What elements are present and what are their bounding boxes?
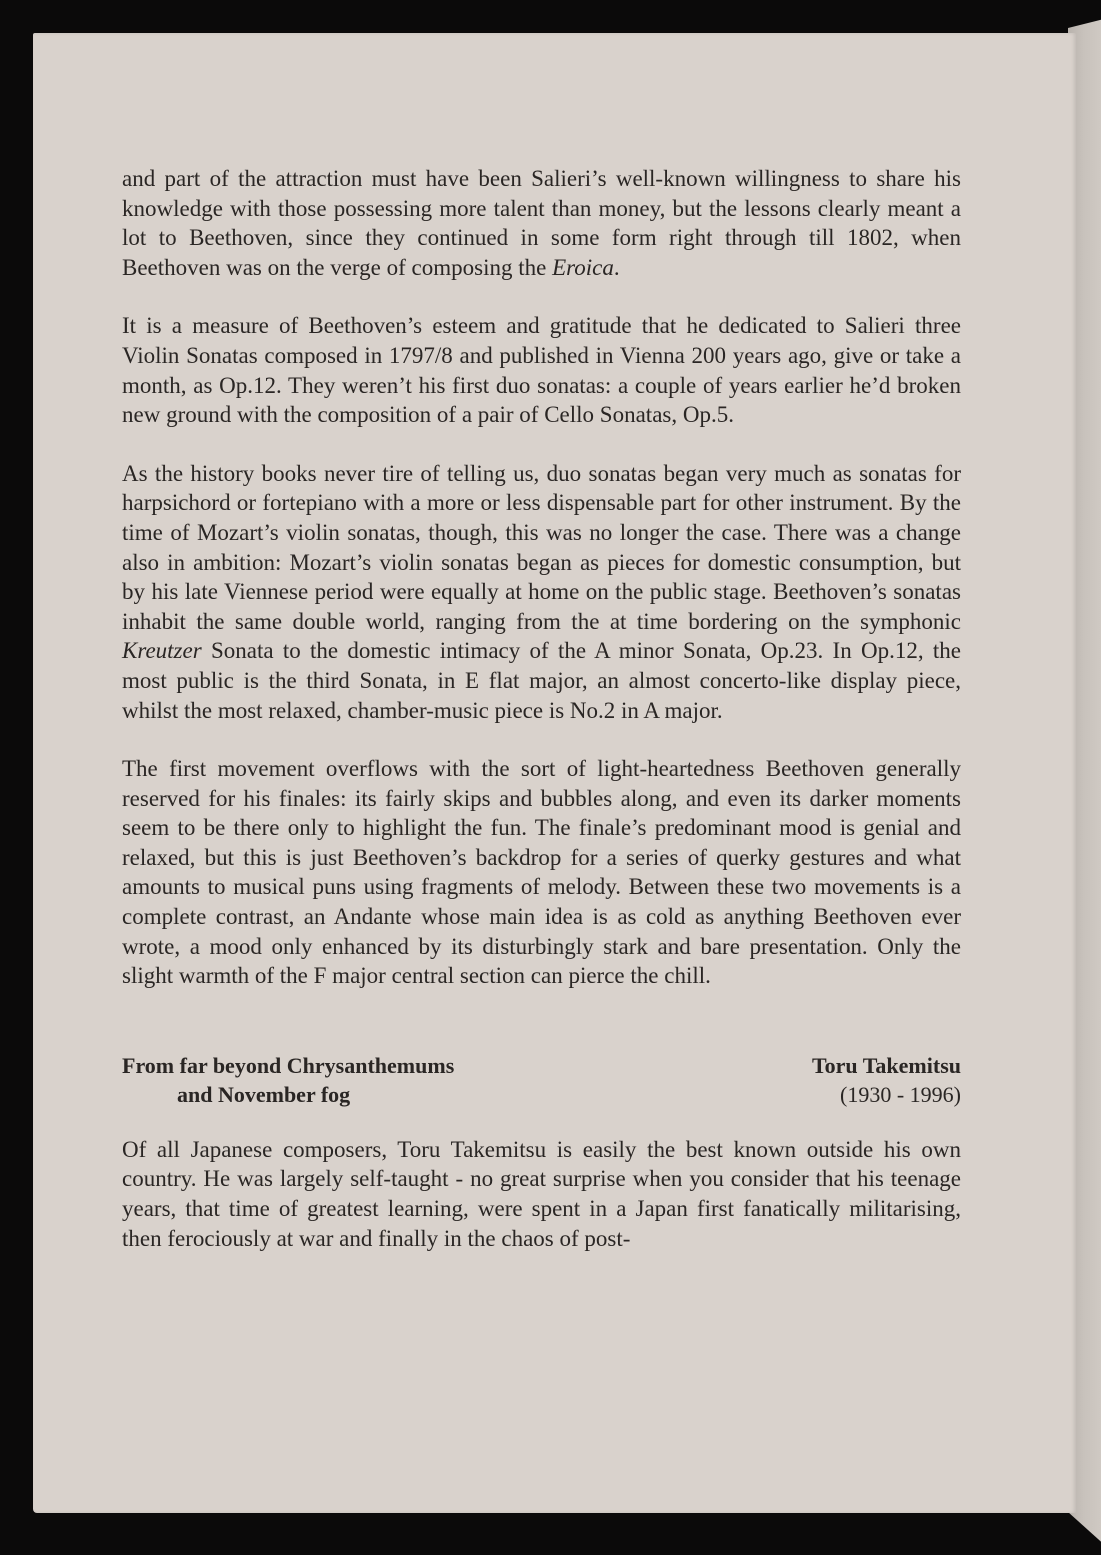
- composer-name: Toru Takemitsu: [812, 1052, 961, 1078]
- work-title-kreutzer: Kreutzer: [122, 638, 202, 664]
- paragraph-takemitsu: Of all Japanese composers, Toru Takemitsu is easily the best known outside his own country. He was largely self-taught - no great surprise when you consider that his teenage years, that time of greatest learning, were spent in a Japan first fanatically militarising, then ferociously at war and finally in the chaos of post-: [122, 1136, 961, 1251]
- paragraph-text: As the history books never tire of telling us, duo sonatas began very much as sonatas for harpsichord or fortepiano with a more or less dispensable part for other instrument. By the time of Mozart’s violin sonatas, though, this was no longer the case. There was a change also in ambition: Mozart’s violin sonatas began as pieces for domestic consumption, but by his late Viennese period were equally at home on the public stage. Beethoven’s sonatas inhabit the same double world, ranging from the at time bordering on the symphonic: [122, 460, 961, 634]
- work-title-eroica: Eroica: [552, 254, 614, 280]
- paragraph-text: and part of the attraction must have been Salieri’s well-known willingness to share his knowledge with those possessing more talent than money, but the lessons clearly meant a lot to Beethoven, since they continued in some form right through till 1802, when Beethoven was on the verge of composing the: [122, 166, 961, 280]
- page-content: [122, 164, 961, 1282]
- paragraph-duo-sonatas: [122, 459, 961, 725]
- composer-dates: (1930 - 1996): [840, 1081, 961, 1107]
- piece-title-line2: and November fog: [177, 1081, 351, 1107]
- paragraph-salieri-lessons: [122, 164, 961, 282]
- paragraph-text-end: Sonata to the domestic intimacy of the A minor Sonata, Op.23. In Op.12, the most public is the third Sonata, in E flat major, an almost concerto-like display piece, whilst the most relaxed, chamber-music piece is No.2 in A major.: [122, 638, 961, 723]
- paragraph-text-end: .: [613, 254, 620, 280]
- piece-title: [122, 1051, 454, 1109]
- document-page: [33, 33, 1076, 1513]
- piece-title-line1: From far beyond Chrysanthemums: [122, 1052, 455, 1078]
- piece-heading: [122, 1051, 961, 1111]
- composer-info: [812, 1051, 961, 1109]
- paragraph-dedication: It is a measure of Beethoven’s esteem and gratitude that he dedicated to Salieri three Violin Sonatas composed in 1797/8 and published in Vienna 200 years ago, give or take a month, as Op.12. They weren’t his first duo sonatas: a couple of years earlier he’d broken new ground with the composition of a pair of Cello Sonatas, Op.5.: [122, 313, 961, 428]
- paragraph-movements: The first movement overflows with the sort of light-heartedness Beethoven generally reserved for his finales: its fairly skips and bubbles along, and even its darker moments seem to be there only to highlight the fun. The finale’s predominant mood is genial and relaxed, but this is just Beethoven’s backdrop for a series of querky gestures and what amounts to musical puns using fragments of melody. Between these two movements is a complete contrast, an Andante whose main idea is as cold as anything Beethoven ever wrote, a mood only enhanced by its disturbingly stark and bare presentation. Only the slight warmth of the F major central section can pierce the chill.: [122, 756, 961, 989]
